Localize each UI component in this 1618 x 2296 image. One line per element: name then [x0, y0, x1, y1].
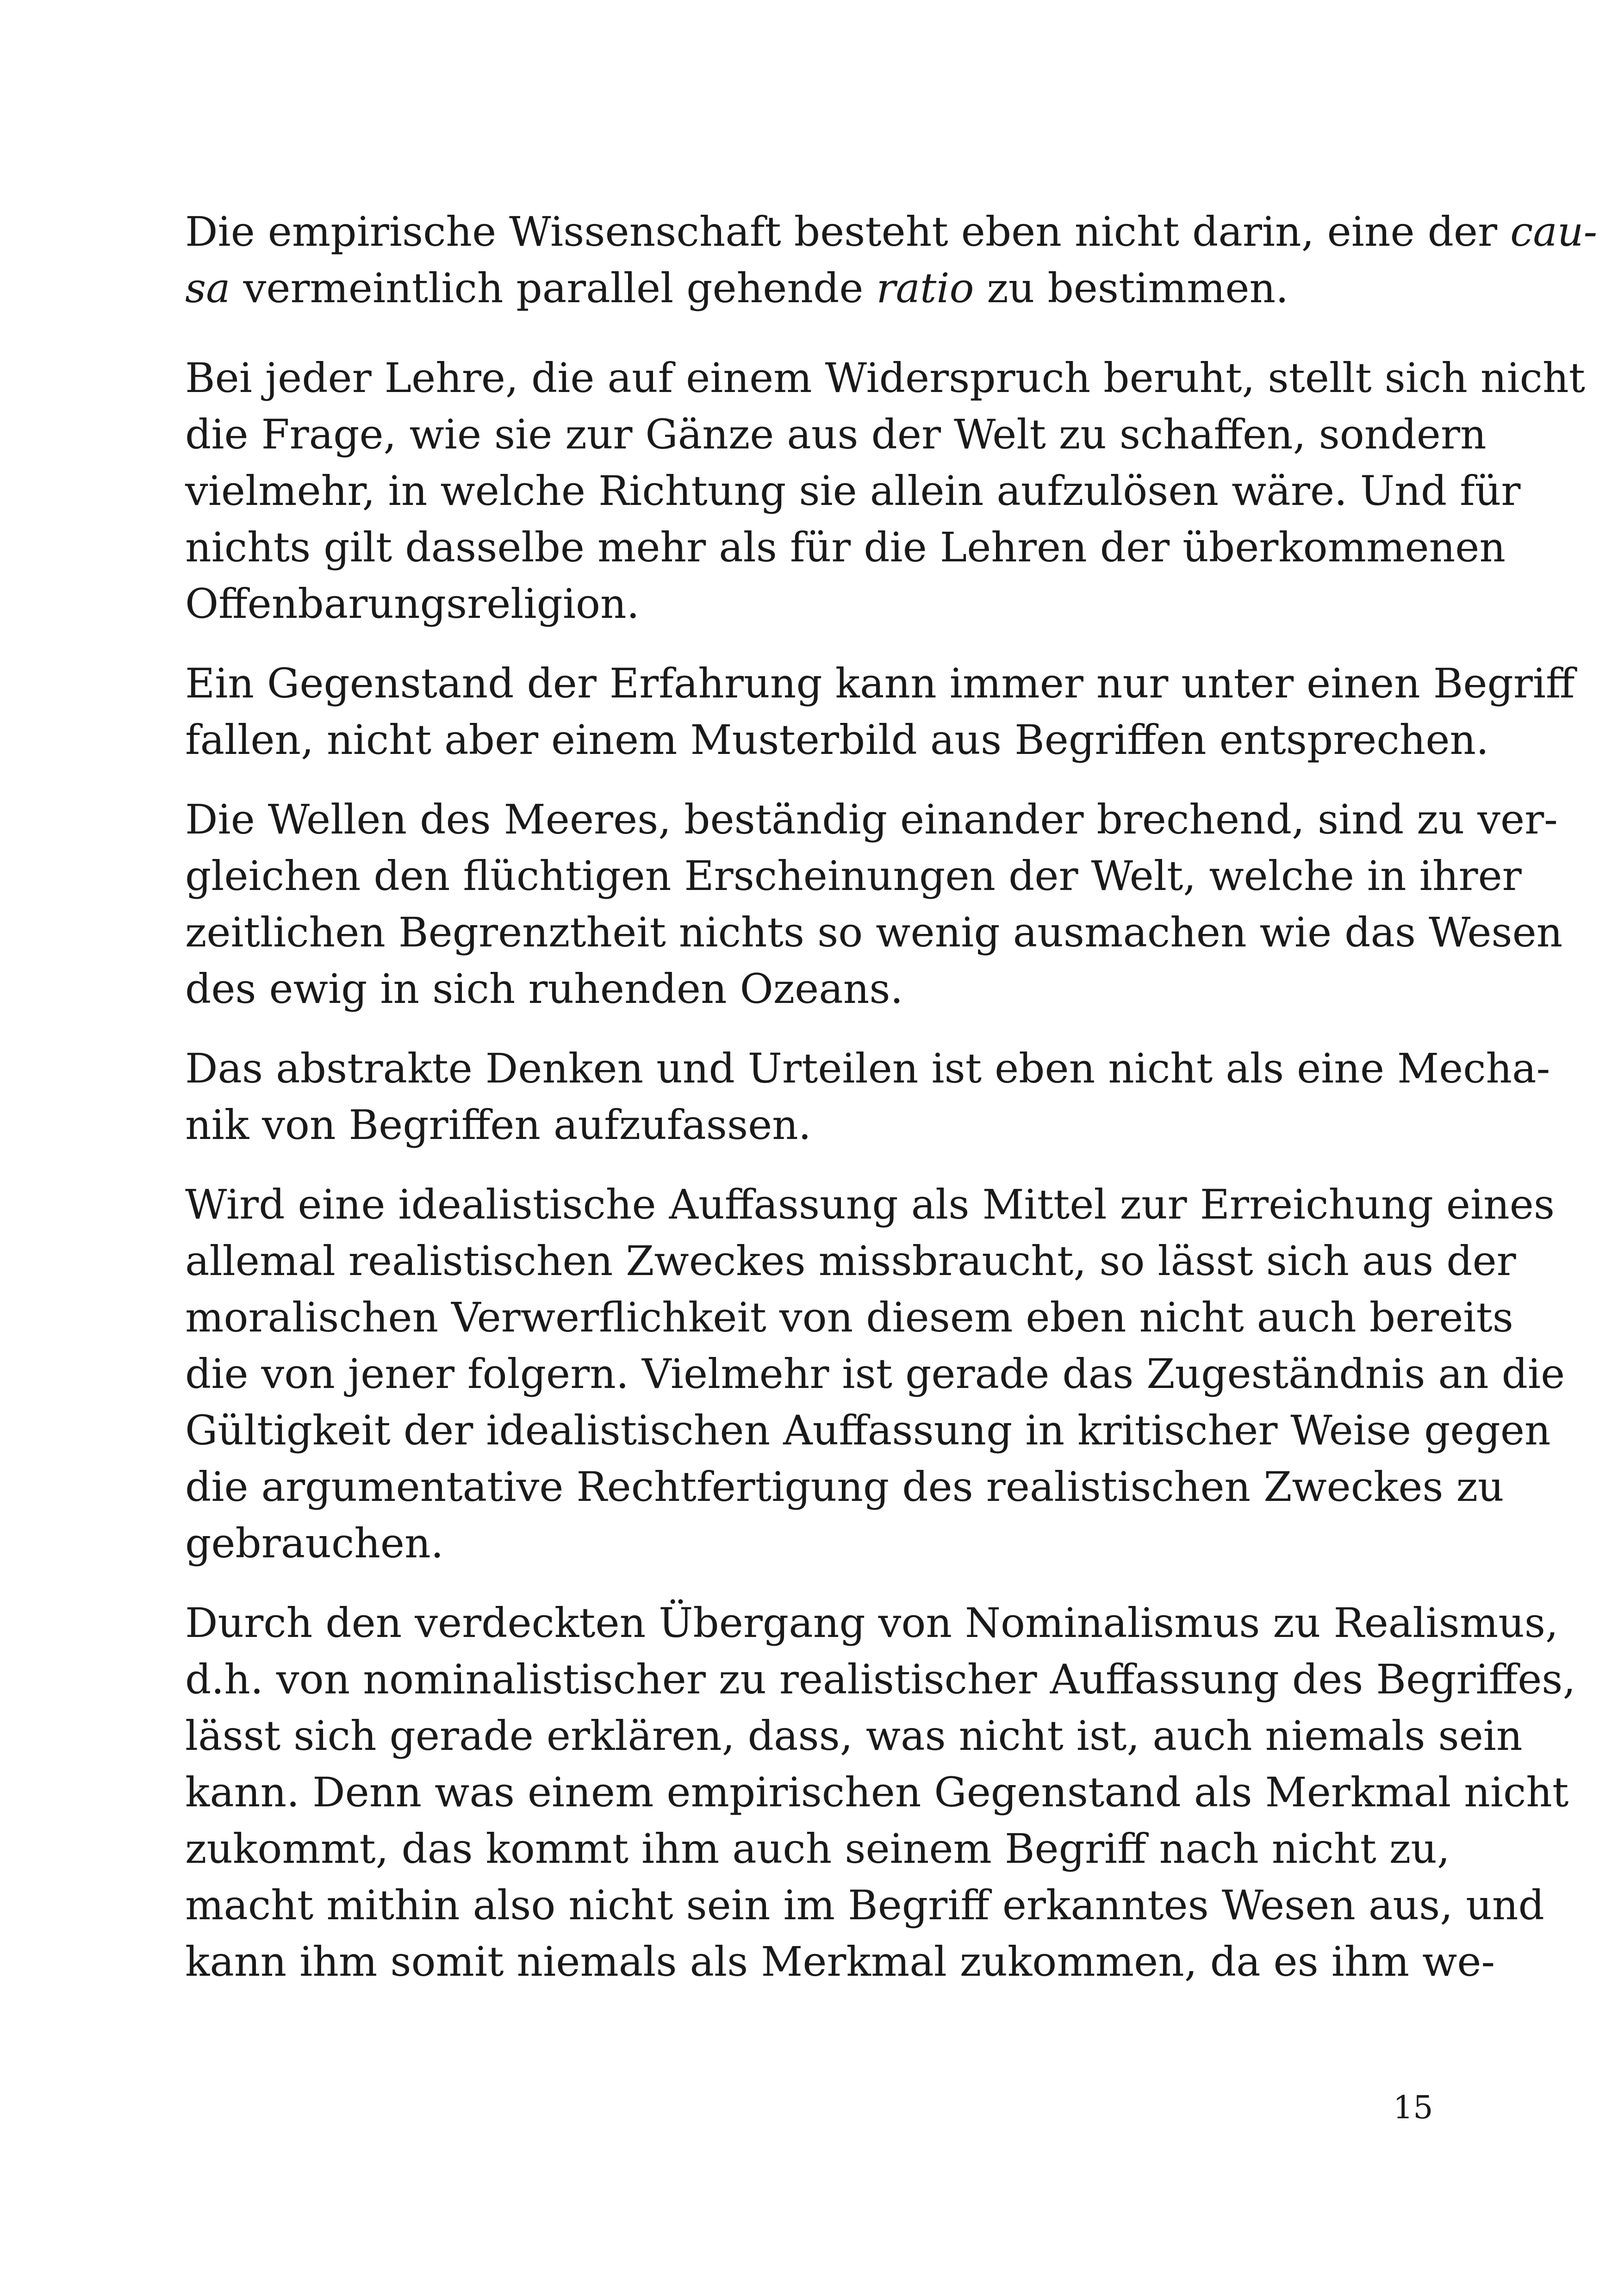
text-line	[185, 463, 1521, 519]
text-line	[185, 519, 1506, 576]
text-line	[185, 576, 1444, 632]
text-line	[185, 1821, 1450, 1877]
text-run: nik von Begriffen aufzufassen.	[185, 1101, 811, 1149]
text-line	[185, 791, 1558, 848]
text-line	[185, 1346, 1565, 1402]
paragraph	[185, 350, 1585, 632]
page-number: 15	[1393, 2090, 1433, 2126]
text-line	[185, 904, 1563, 961]
text-line	[185, 1459, 1504, 1515]
text-line	[185, 350, 1585, 406]
paragraph	[185, 791, 1563, 1017]
text-run: die Frage, wie sie zur Gänze aus der Welt zu schaffen, sondern	[185, 411, 1487, 458]
italic-text: ratio	[876, 264, 974, 312]
text-run: allemal realistischen Zweckes missbraucht, so lässt sich aus der	[185, 1237, 1516, 1285]
text-run: fallen, nicht aber einem Musterbild aus Begriffen entsprechen.	[185, 716, 1489, 764]
text-line	[185, 1233, 1516, 1289]
text-line	[185, 1877, 1544, 1934]
text-run: Die empirische Wissenschaft besteht eben nicht darin, eine der	[185, 208, 1511, 255]
text-run: Offenbarungsreligion.	[185, 580, 640, 628]
body-text	[185, 204, 1598, 2013]
text-line	[185, 1402, 1551, 1459]
text-run: kann ihm somit niemals als Merkmal zukommen, da es ihm we-	[185, 1938, 1495, 1985]
text-line	[185, 961, 1444, 1017]
text-run: kann. Denn was einem empirischen Gegenstand als Merkmal nicht	[185, 1768, 1569, 1816]
text-line	[185, 1515, 1444, 1572]
text-run: d.h. von nominalistischer zu realistischer Auffassung des Begriffes,	[185, 1655, 1576, 1703]
text-run: Gültigkeit der idealistischen Auffassung in kritischer Weise gegen	[185, 1406, 1551, 1454]
text-line	[185, 204, 1598, 260]
text-line	[185, 1040, 1550, 1097]
italic-text: cau-	[1510, 208, 1598, 255]
text-run: zukommt, das kommt ihm auch seinem Begriff nach nicht zu,	[185, 1825, 1450, 1873]
text-run: vermeintlich parallel gehende	[230, 264, 877, 312]
text-run: Ein Gegenstand der Erfahrung kann immer nur unter einen Begriff	[185, 660, 1575, 707]
paragraph	[185, 1040, 1550, 1153]
paragraph	[185, 1595, 1576, 1990]
paragraph	[185, 204, 1598, 317]
text-run: Wird eine idealistische Auffassung als Mittel zur Erreichung eines	[185, 1181, 1555, 1228]
text-run: macht mithin also nicht sein im Begriff erkanntes Wesen aus, und	[185, 1881, 1544, 1929]
text-run: nichts gilt dasselbe mehr als für die Lehren der überkommenen	[185, 523, 1506, 571]
text-line	[185, 1176, 1555, 1233]
text-line	[185, 848, 1522, 904]
text-line	[185, 1595, 1558, 1651]
text-run: die von jener folgern. Vielmehr ist gerade das Zugeständnis an die	[185, 1350, 1565, 1398]
text-run: gebrauchen.	[185, 1519, 444, 1567]
paragraph	[185, 655, 1575, 768]
paragraph	[185, 1176, 1565, 1572]
text-run: gleichen den flüchtigen Erscheinungen der Welt, welche in ihrer	[185, 852, 1522, 900]
text-run: lässt sich gerade erklären, dass, was nicht ist, auch niemals sein	[185, 1712, 1523, 1760]
text-line	[185, 1934, 1495, 1990]
text-line	[185, 1764, 1569, 1821]
italic-text: sa	[185, 264, 230, 312]
text-run: moralischen Verwerflichkeit von diesem eben nicht auch bereits	[185, 1294, 1513, 1341]
text-run: zeitlichen Begrenztheit nichts so wenig ausmachen wie das Wesen	[185, 908, 1563, 956]
text-line	[185, 1651, 1576, 1708]
text-run: Bei jeder Lehre, die auf einem Widerspruch beruht, stellt sich nicht	[185, 354, 1585, 402]
text-line	[185, 406, 1487, 463]
text-line	[185, 260, 1444, 317]
text-line	[185, 1097, 1444, 1153]
text-run: des ewig in sich ruhenden Ozeans.	[185, 965, 903, 1013]
text-run: die argumentative Rechtfertigung des realistischen Zweckes zu	[185, 1463, 1504, 1511]
text-line	[185, 655, 1575, 712]
text-run: Die Wellen des Meeres, beständig einander brechend, sind zu ver-	[185, 796, 1558, 843]
text-line	[185, 712, 1489, 768]
text-run: Durch den verdeckten Übergang von Nominalismus zu Realismus,	[185, 1599, 1558, 1647]
text-run: zu bestimmen.	[974, 264, 1289, 312]
text-line	[185, 1708, 1523, 1764]
text-run: vielmehr, in welche Richtung sie allein aufzulösen wäre. Und für	[185, 467, 1521, 515]
text-run: Das abstrakte Denken und Urteilen ist eben nicht als eine Mecha-	[185, 1045, 1550, 1092]
text-line	[185, 1289, 1513, 1346]
